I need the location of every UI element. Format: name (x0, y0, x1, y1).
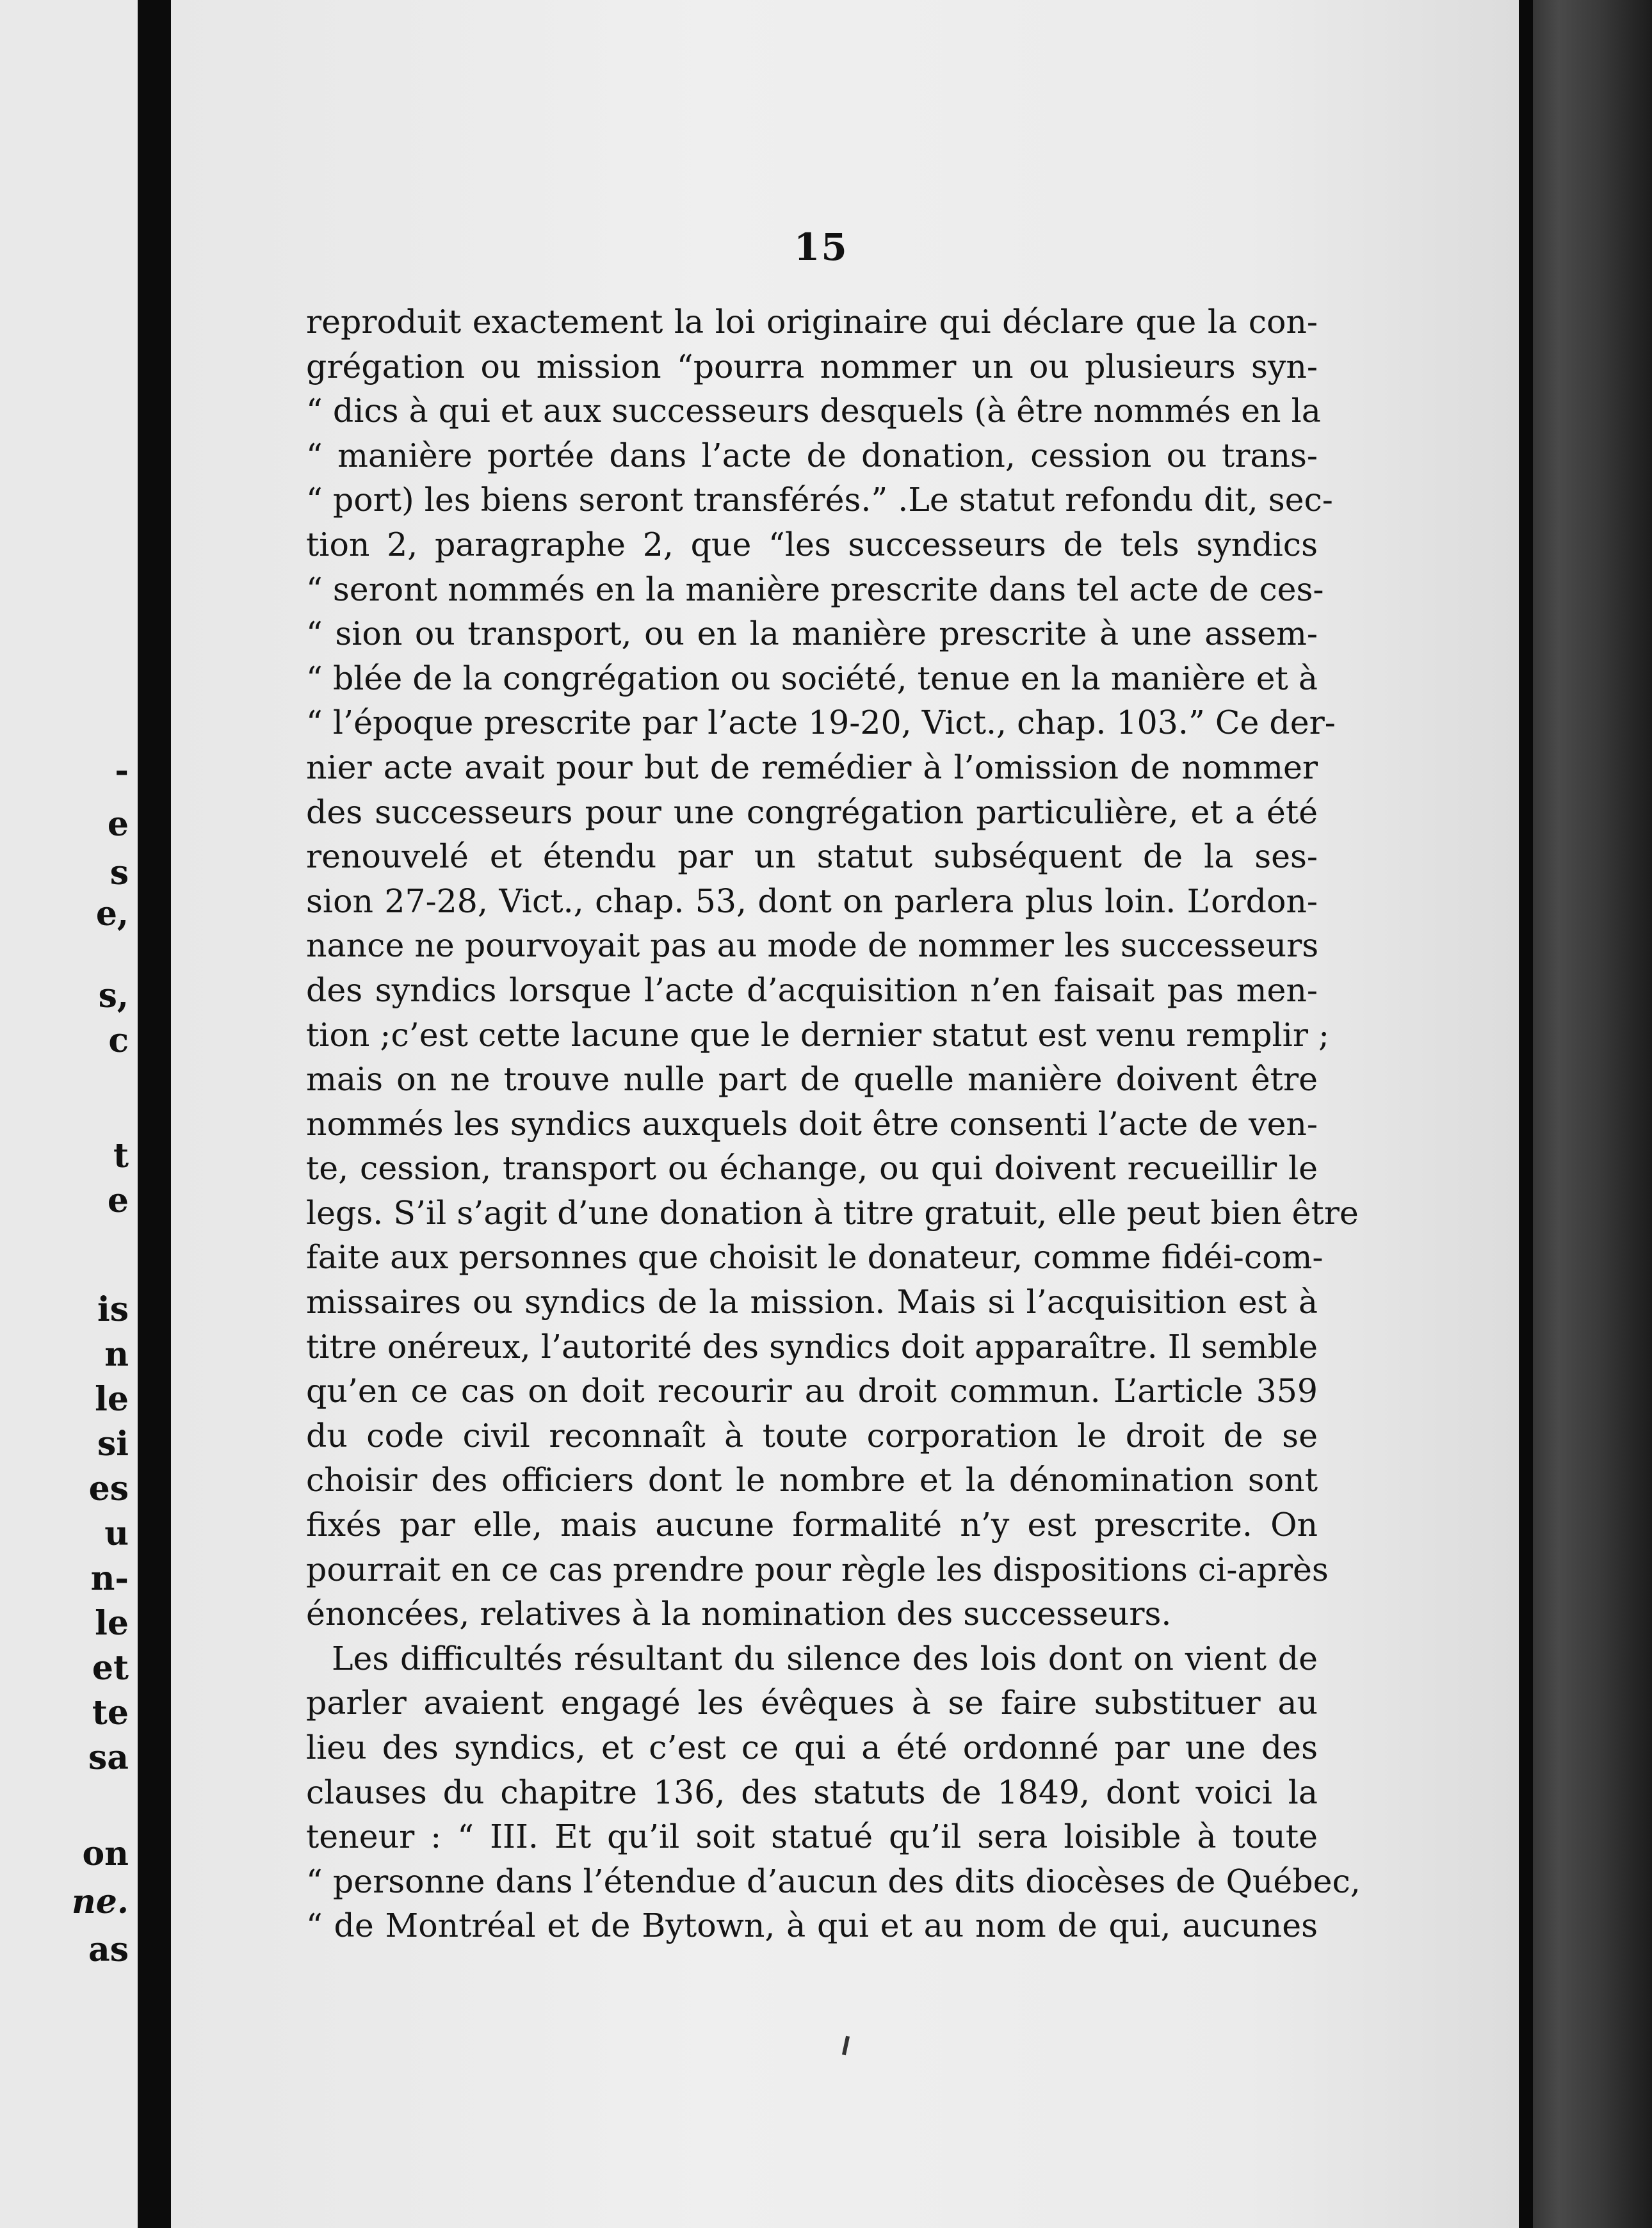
text-line: nance ne pourvoyait pas au mode de nommer les successeurs (306, 926, 1319, 965)
text-line: “ sion ou transport, ou en la manière prescrite à une assem- (306, 615, 1318, 653)
text-line: qu’en ce cas on doit recourir au droit commun. L’article 359 (306, 1372, 1318, 1410)
paragraph-start-line: Les difficultés résultant du silence des lois dont on vient de (332, 1639, 1318, 1677)
text-line: “ port) les biens seront transférés.” .Le statut refondu dit, sec- (306, 481, 1333, 519)
paragraph-end-line: énoncées, relatives à la nomination des successeurs. (306, 1595, 1172, 1633)
margin-fragment: on (82, 1834, 129, 1873)
margin-fragment: et (92, 1649, 129, 1688)
margin-fragment: c (108, 1021, 129, 1060)
margin-fragment: s, (98, 976, 129, 1015)
text-line: faite aux personnes que choisit le donateur, comme fidéi-com- (306, 1238, 1324, 1277)
left-page-edge (0, 0, 138, 2228)
text-line: nier acte avait pour but de remédier à l’omission de nommer (306, 748, 1318, 786)
text-line: des successeurs pour une congrégation particulière, et a été (306, 793, 1318, 831)
text-line: teneur : “ III. Et qu’il soit statué qu’il sera loisible à toute (306, 1818, 1318, 1856)
text-line: lieu des syndics, et c’est ce qui a été ordonné par une des (306, 1729, 1318, 1766)
text-line: parler avaient engagé les évêques à se faire substituer au (306, 1684, 1318, 1722)
binding-gutter (138, 0, 171, 2228)
margin-fragment: is (97, 1290, 129, 1329)
text-line: des syndics lorsque l’acte d’acquisition n’en faisait pas men- (306, 971, 1318, 1009)
text-line: sion 27-28, Vict., chap. 53, dont on parlera plus loin. L’ordon- (306, 882, 1318, 920)
margin-fragment: te (92, 1693, 129, 1732)
text-line: te, cession, transport ou échange, ou qui doivent recueillir le (306, 1149, 1318, 1188)
margin-fragment: - (115, 751, 129, 790)
text-line: “ dics à qui et aux successeurs desquels (à être nommés en la (306, 392, 1321, 430)
text-line: “ seront nommés en la manière prescrite dans tel acte de ces- (306, 570, 1324, 608)
right-binding-shadow (1519, 0, 1533, 2228)
margin-fragment: es (88, 1469, 129, 1508)
margin-fragment: e (107, 1181, 129, 1220)
margin-fragment: n (104, 1335, 129, 1374)
text-line: du code civil reconnaît à toute corporation le droit de se (306, 1416, 1318, 1455)
text-line: titre onéreux, l’autorité des syndics doit apparaître. Il semble (306, 1327, 1318, 1366)
text-line: missaires ou syndics de la mission. Mais si l’acquisition est à (306, 1283, 1318, 1321)
margin-fragment: le (95, 1604, 129, 1643)
text-line: “ personne dans l’étendue d’aucun des dits diocèses de Québec, (306, 1862, 1361, 1900)
text-line: grégation ou mission “pourra nommer un ou plusieurs syn- (306, 347, 1318, 385)
text-line: “ blée de la congrégation ou société, tenue en la manière et à (306, 659, 1318, 697)
text-line: “ l’époque prescrite par l’acte 19-20, Vict., chap. 103.” Ce der- (306, 704, 1336, 742)
margin-fragment: as (88, 1930, 129, 1969)
margin-fragment: e, (95, 894, 129, 933)
text-line: pourrait en ce cas prendre pour règle les dispositions ci-après (306, 1550, 1329, 1588)
margin-fragment: sa (88, 1738, 129, 1777)
text-line: fixés par elle, mais aucune formalité n’y est prescrite. On (306, 1506, 1318, 1544)
text-line: nommés les syndics auxquels doit être consenti l’acte de ven- (306, 1104, 1318, 1143)
margin-fragment: ne. (72, 1882, 129, 1921)
left-page-fragments (0, 0, 138, 2228)
text-line: tion 2, paragraphe 2, que “les successeurs de tels syndics (306, 525, 1318, 563)
text-line: “ de Montréal et de Bytown, à qui et au nom de qui, aucunes (306, 1907, 1318, 1945)
text-line: tion ;c’est cette lacune que le dernier statut est venu remplir ; (306, 1015, 1330, 1054)
margin-fragment: t (113, 1136, 129, 1175)
text-line: choisir des officiers dont le nombre et la dénomination sont (306, 1461, 1318, 1499)
margin-fragment: s (109, 853, 129, 892)
text-line: mais on ne trouve nulle part de quelle manière doivent être (306, 1060, 1318, 1099)
margin-fragment: si (97, 1425, 129, 1464)
text-line: legs. S’il s’agit d’une donation à titre gratuit, elle peut bien être (306, 1193, 1359, 1232)
margin-fragment: le (95, 1380, 129, 1419)
right-page-stack-edge (1519, 0, 1652, 2228)
margin-fragment: u (104, 1514, 129, 1553)
text-line: renouvelé et étendu par un statut subséquent de la ses- (306, 837, 1318, 876)
page-number: 15 (794, 225, 848, 269)
text-line: reproduit exactement la loi originaire qui déclare que la con- (306, 303, 1318, 341)
text-line: “ manière portée dans l’acte de donation, cession ou trans- (306, 436, 1318, 474)
body-text (306, 300, 1361, 1948)
margin-fragment: e (107, 805, 129, 844)
margin-fragment: n- (90, 1559, 129, 1598)
text-line: clauses du chapitre 136, des statuts de 1849, dont voici la (306, 1773, 1318, 1811)
